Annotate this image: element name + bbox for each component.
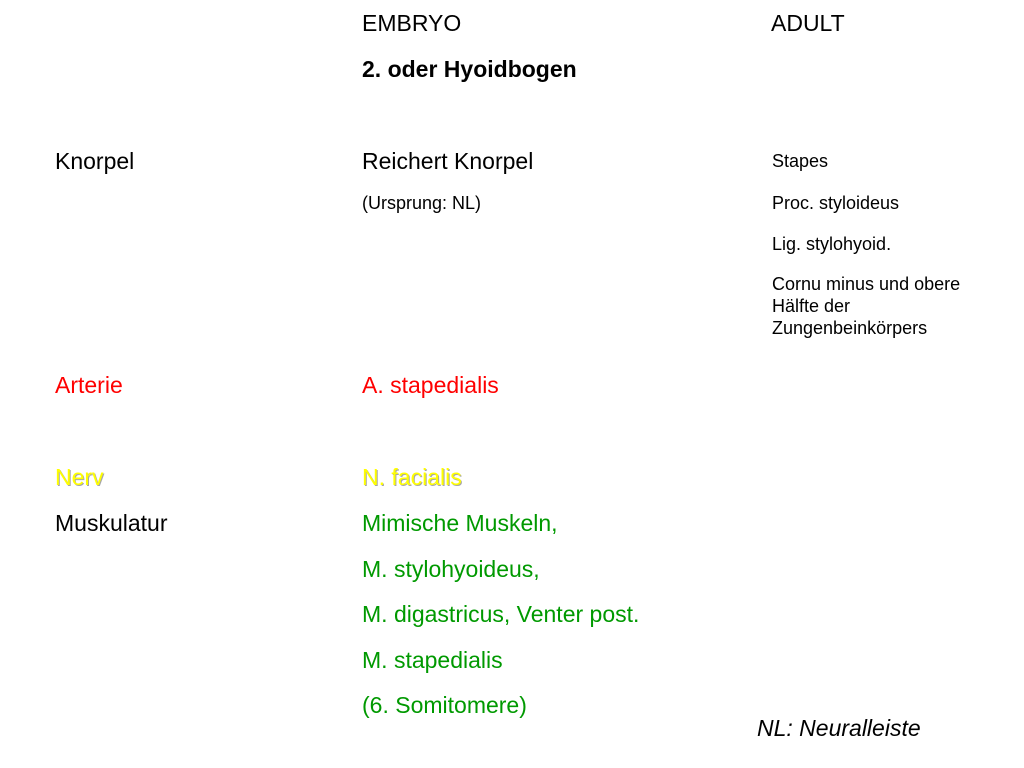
knorpel-adult-item: Proc. styloideus	[772, 193, 900, 213]
knorpel-adult-item: Lig. stylohyoid.	[772, 234, 892, 254]
knorpel-adult-item: Cornu minus und obere Hälfte der Zungenbeinkörpers	[772, 274, 961, 338]
arch-title: 2. oder Hyoidbogen	[362, 56, 577, 82]
footnote: NL: Neuralleiste	[757, 715, 921, 741]
arterie-embryo: A. stapedialis	[362, 372, 499, 398]
muskulatur-item: M. stapedialis	[362, 647, 503, 673]
arterie-label: Arterie	[55, 372, 123, 398]
muskulatur-item: Mimische Muskeln,	[362, 510, 558, 536]
knorpel-embryo-note: (Ursprung: NL)	[362, 193, 482, 213]
adult-header: ADULT	[771, 10, 845, 36]
muskulatur-label: Muskulatur	[55, 510, 168, 536]
nerv-embryo: N. facialis	[362, 464, 462, 490]
nerv-label: Nerv	[55, 464, 104, 490]
muskulatur-item: (6. Somitomere)	[362, 692, 527, 718]
muskulatur-item: M. digastricus, Venter post.	[362, 601, 640, 627]
muskulatur-item: M. stylohyoideus,	[362, 556, 540, 582]
embryo-header: EMBRYO	[362, 10, 462, 36]
knorpel-embryo: Reichert Knorpel	[362, 148, 534, 174]
knorpel-adult-item: Stapes	[772, 151, 829, 171]
knorpel-label: Knorpel	[55, 148, 135, 174]
